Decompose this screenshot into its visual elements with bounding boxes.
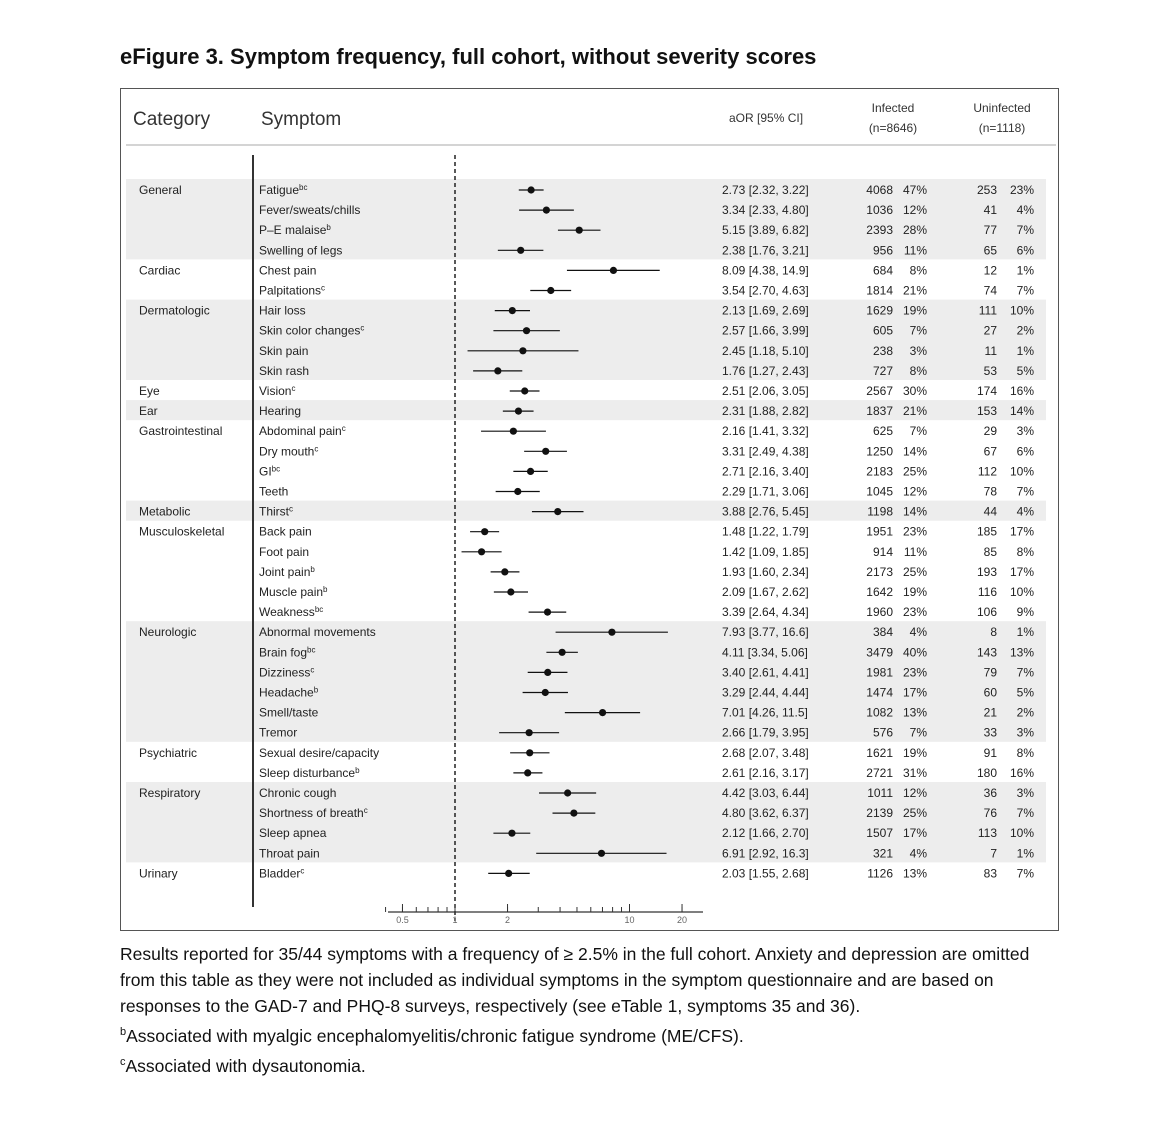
uninfected-count: 143 xyxy=(976,645,997,660)
infected-count: 1082 xyxy=(866,705,893,720)
aor-ci-text: 3.39 [2.64, 4.34] xyxy=(722,605,809,620)
aor-ci-text: 6.91 [2.92, 16.3] xyxy=(722,846,809,861)
infected-count: 2173 xyxy=(866,564,893,579)
aor-ci-text: 3.31 [2.49, 4.38] xyxy=(722,444,809,459)
point-estimate xyxy=(543,207,550,214)
uninfected-percent: 8% xyxy=(1016,544,1034,559)
point-estimate xyxy=(547,287,554,294)
symptom-footnote-mark: b xyxy=(313,685,319,694)
aor-ci-text: 4.11 [3.34, 5.06] xyxy=(722,645,808,660)
aor-ci-text: 4.42 [3.03, 6.44] xyxy=(722,786,809,800)
uninfected-count: 60 xyxy=(983,685,997,700)
uninfected-percent: 9% xyxy=(1016,605,1034,620)
uninfected-percent: 7% xyxy=(1016,866,1034,881)
aor-ci-text: 2.73 [2.32, 3.22] xyxy=(722,183,809,197)
infected-count: 576 xyxy=(872,725,893,740)
infected-percent: 25% xyxy=(902,464,927,479)
symptom-label: Thirst$^c$ xyxy=(259,504,293,519)
uninfected-count: 7 xyxy=(990,846,997,861)
uninfected-count: 21 xyxy=(983,705,997,720)
symptom-label: Abnormal movements xyxy=(259,625,376,640)
infected-count: 1126 xyxy=(867,866,893,881)
infected-count: 1951 xyxy=(866,524,893,539)
header-symptom: Symptom xyxy=(261,109,342,130)
uninfected-count: 74 xyxy=(983,283,997,298)
infected-count: 1474 xyxy=(866,685,893,700)
point-estimate xyxy=(608,629,615,636)
header-uninfected: Uninfected xyxy=(973,101,1031,115)
uninfected-count: 111 xyxy=(978,303,997,318)
uninfected-percent: 1% xyxy=(1016,343,1034,358)
symptom-label: Sexual desire/capacity xyxy=(259,745,380,760)
point-estimate xyxy=(494,367,501,374)
point-estimate xyxy=(576,227,583,234)
symptom-footnote-mark: c xyxy=(289,504,293,514)
infected-percent: 7% xyxy=(909,323,927,338)
infected-percent: 4% xyxy=(909,846,927,861)
uninfected-count: 44 xyxy=(983,504,997,519)
symptom-footnote-mark: c xyxy=(341,423,346,433)
symptom-label: Skin pain xyxy=(259,343,309,358)
infected-count: 321 xyxy=(872,846,893,861)
infected-count: 1621 xyxy=(866,745,893,760)
infected-percent: 14% xyxy=(902,444,927,459)
point-estimate xyxy=(515,408,522,415)
infected-percent: 12% xyxy=(902,484,927,499)
uninfected-percent: 4% xyxy=(1016,203,1034,218)
category-label: Urinary xyxy=(139,866,178,881)
aor-ci-text: 7.01 [4.26, 11.5] xyxy=(722,705,808,720)
infected-count: 1629 xyxy=(866,303,893,318)
point-estimate xyxy=(478,548,485,555)
uninfected-count: 29 xyxy=(983,424,997,439)
category-label: Respiratory xyxy=(139,786,201,800)
uninfected-percent: 2% xyxy=(1016,705,1034,720)
infected-count: 1642 xyxy=(866,585,893,599)
note-c xyxy=(120,1049,1060,1079)
symptom-label: Swelling of legs xyxy=(259,243,343,258)
uninfected-percent: 5% xyxy=(1016,685,1034,700)
infected-percent: 13% xyxy=(902,866,927,881)
symptom-label: Sleep apnea xyxy=(259,826,327,841)
symptom-label: Throat pain xyxy=(259,846,320,861)
infected-percent: 23% xyxy=(902,665,927,680)
symptom-label: Vision$^c$ xyxy=(259,383,296,398)
category-label: Eye xyxy=(139,384,160,398)
header-infected-n: (n=8646) xyxy=(868,121,918,135)
uninfected-count: 83 xyxy=(983,866,997,881)
aor-ci-text: 2.45 [1.18, 5.10] xyxy=(722,343,809,358)
forest-plot-frame xyxy=(120,88,1059,931)
symptom-footnote-mark: bc xyxy=(299,182,308,192)
x-tick-label: 0.5 xyxy=(396,915,409,925)
uninfected-percent: 3% xyxy=(1016,424,1034,439)
uninfected-percent: 13% xyxy=(1009,645,1034,660)
uninfected-count: 174 xyxy=(976,384,997,398)
infected-percent: 31% xyxy=(902,765,927,780)
infected-count: 1036 xyxy=(866,203,893,218)
aor-ci-text: 2.68 [2.07, 3.48] xyxy=(722,745,809,760)
infected-percent: 47% xyxy=(902,183,927,197)
category-label: Metabolic xyxy=(139,504,191,519)
category-label: Dermatologic xyxy=(139,303,210,318)
symptom-footnote-mark: bc xyxy=(307,644,316,654)
infected-percent: 11% xyxy=(903,544,927,559)
symptom-footnote-mark: c xyxy=(310,664,315,674)
aor-ci-text: 2.09 [1.67, 2.62] xyxy=(722,585,809,599)
uninfected-count: 253 xyxy=(976,183,997,197)
point-estimate xyxy=(517,247,524,254)
infected-count: 727 xyxy=(872,363,893,378)
infected-percent: 4% xyxy=(909,625,927,640)
point-estimate xyxy=(527,468,534,475)
symptom-label: Skin rash xyxy=(259,363,310,378)
aor-ci-text: 2.61 [2.16, 3.17] xyxy=(722,765,809,780)
infected-percent: 12% xyxy=(902,203,927,218)
uninfected-percent: 23% xyxy=(1009,183,1034,197)
infected-percent: 17% xyxy=(902,826,927,841)
forest-plot xyxy=(121,89,1058,930)
uninfected-count: 85 xyxy=(983,544,997,559)
symptom-label: Tremor xyxy=(259,725,298,740)
uninfected-percent: 2% xyxy=(1016,323,1034,338)
note-c-mark: c xyxy=(120,1055,126,1068)
uninfected-percent: 10% xyxy=(1009,585,1034,599)
uninfected-percent: 1% xyxy=(1016,846,1034,861)
symptom-footnote-mark: b xyxy=(326,222,331,232)
symptom-label: Abdominal pain$^c$ xyxy=(259,423,346,439)
infected-count: 956 xyxy=(872,243,893,258)
symptom-footnote-mark: c xyxy=(360,323,365,333)
uninfected-percent: 10% xyxy=(1009,826,1034,841)
uninfected-percent: 6% xyxy=(1016,243,1034,258)
x-tick-label: 1 xyxy=(452,915,458,925)
infected-percent: 30% xyxy=(902,384,927,398)
aor-ci-text: 2.13 [1.69, 2.69] xyxy=(722,303,809,318)
aor-ci-text: 2.38 [1.76, 3.21] xyxy=(722,243,809,258)
infected-count: 1250 xyxy=(866,444,893,459)
uninfected-percent: 14% xyxy=(1009,404,1034,419)
symptom-label: Dizziness$^c$ xyxy=(259,664,315,680)
infected-count: 1507 xyxy=(866,826,893,841)
point-estimate xyxy=(554,508,561,515)
aor-ci-text: 2.66 [1.79, 3.95] xyxy=(722,725,809,740)
category-label: Neurologic xyxy=(139,625,197,640)
uninfected-count: 180 xyxy=(976,765,997,780)
figure-title: eFigure 3. Symptom frequency, full cohort, without severity scores xyxy=(120,44,817,69)
symptom-label: Weakness$^{bc}$ xyxy=(259,604,324,620)
aor-ci-text: 3.34 [2.33, 4.80] xyxy=(722,203,809,218)
point-estimate xyxy=(508,830,515,837)
point-estimate xyxy=(598,850,605,857)
infected-percent: 17% xyxy=(902,685,927,700)
infected-count: 384 xyxy=(872,625,893,640)
uninfected-percent: 7% xyxy=(1016,484,1034,499)
symptom-label: Hearing xyxy=(259,404,302,419)
x-tick-label: 10 xyxy=(624,915,635,925)
point-estimate xyxy=(599,709,606,716)
aor-ci-text: 1.76 [1.27, 2.43] xyxy=(722,363,809,378)
symptom-label: Bladder$^c$ xyxy=(259,865,305,881)
uninfected-count: 153 xyxy=(976,404,997,419)
point-estimate xyxy=(559,649,566,656)
uninfected-count: 76 xyxy=(983,806,997,821)
point-estimate xyxy=(507,588,514,595)
category-label: Psychiatric xyxy=(139,745,198,760)
aor-ci-text: 3.40 [2.61, 4.41] xyxy=(722,665,809,680)
infected-percent: 7% xyxy=(909,725,927,740)
point-estimate xyxy=(514,488,521,495)
x-tick-label: 2 xyxy=(505,915,511,925)
point-estimate xyxy=(542,689,549,696)
uninfected-count: 27 xyxy=(983,323,997,338)
header-category: Category xyxy=(133,109,211,130)
symptom-label: Smell/taste xyxy=(259,705,319,720)
infected-percent: 11% xyxy=(903,243,927,258)
aor-ci-text: 2.31 [1.88, 2.82] xyxy=(722,404,809,419)
point-estimate xyxy=(481,528,488,535)
infected-percent: 7% xyxy=(909,424,927,439)
uninfected-percent: 6% xyxy=(1016,444,1034,459)
point-estimate xyxy=(510,428,517,435)
aor-ci-text: 4.80 [3.62, 6.37] xyxy=(722,806,809,821)
infected-percent: 21% xyxy=(902,404,927,419)
header-infected: Infected xyxy=(871,101,915,115)
uninfected-count: 33 xyxy=(983,725,997,740)
symptom-label: Shortness of breath$^c$ xyxy=(259,805,368,821)
point-estimate xyxy=(509,307,516,314)
infected-count: 1981 xyxy=(866,665,893,680)
infected-percent: 21% xyxy=(902,283,927,298)
uninfected-count: 113 xyxy=(977,826,997,841)
aor-ci-text: 2.12 [1.66, 2.70] xyxy=(722,826,809,841)
symptom-footnote-mark: c xyxy=(363,805,368,815)
infected-percent: 40% xyxy=(902,645,927,660)
symptom-label: Brain fog$^{bc}$ xyxy=(259,644,316,660)
symptom-footnote-mark: c xyxy=(321,283,326,292)
infected-count: 2183 xyxy=(866,464,893,479)
infected-percent: 28% xyxy=(902,223,927,238)
uninfected-percent: 7% xyxy=(1016,283,1034,298)
aor-ci-text: 1.93 [1.60, 2.34] xyxy=(722,564,809,579)
symptom-footnote-mark: c xyxy=(291,383,296,393)
infected-count: 625 xyxy=(872,424,893,439)
point-estimate xyxy=(523,327,530,334)
aor-ci-text: 1.42 [1.09, 1.85] xyxy=(722,544,809,559)
category-label: Gastrointestinal xyxy=(139,424,223,439)
uninfected-percent: 3% xyxy=(1016,725,1034,740)
symptom-footnote-mark: b xyxy=(323,584,328,594)
infected-count: 605 xyxy=(872,323,893,338)
category-label: Ear xyxy=(139,404,158,419)
uninfected-count: 53 xyxy=(983,363,997,378)
point-estimate xyxy=(542,448,549,455)
uninfected-count: 79 xyxy=(983,665,997,680)
infected-count: 2139 xyxy=(866,806,893,821)
infected-percent: 19% xyxy=(902,585,927,599)
infected-percent: 23% xyxy=(902,605,927,620)
uninfected-percent: 3% xyxy=(1016,786,1034,800)
uninfected-percent: 8% xyxy=(1016,745,1034,760)
note-b-mark: b xyxy=(120,1026,127,1038)
infected-count: 1814 xyxy=(866,283,893,298)
symptom-label: Chronic cough xyxy=(259,786,337,800)
uninfected-percent: 10% xyxy=(1009,303,1034,318)
uninfected-count: 65 xyxy=(983,243,997,258)
uninfected-percent: 17% xyxy=(1009,524,1034,539)
infected-percent: 8% xyxy=(909,363,927,378)
infected-percent: 23% xyxy=(902,524,927,539)
point-estimate xyxy=(564,789,571,796)
uninfected-count: 112 xyxy=(977,464,997,479)
uninfected-percent: 7% xyxy=(1016,806,1034,821)
uninfected-count: 78 xyxy=(983,484,997,499)
infected-count: 2393 xyxy=(866,223,893,238)
symptom-label: Palpitations$^c$ xyxy=(259,283,326,298)
symptom-label: Joint pain$^b$ xyxy=(259,564,315,579)
infected-count: 1045 xyxy=(866,484,893,499)
infected-percent: 13% xyxy=(902,705,927,720)
uninfected-count: 185 xyxy=(976,524,997,539)
point-estimate xyxy=(544,609,551,616)
infected-count: 914 xyxy=(872,544,893,559)
infected-percent: 14% xyxy=(902,504,927,519)
infected-count: 2567 xyxy=(866,384,893,398)
infected-percent: 19% xyxy=(902,303,927,318)
uninfected-count: 41 xyxy=(983,203,997,218)
aor-ci-text: 2.03 [1.55, 2.68] xyxy=(722,866,809,881)
note-b xyxy=(120,1019,1060,1049)
header-aor: aOR [95% CI] xyxy=(729,111,804,125)
point-estimate xyxy=(519,347,526,354)
group-stripe xyxy=(126,621,1046,742)
x-tick-label: 20 xyxy=(677,915,688,925)
aor-ci-text: 3.29 [2.44, 4.44] xyxy=(722,685,809,700)
header-uninfected-n: (n=1118) xyxy=(978,121,1026,135)
uninfected-percent: 17% xyxy=(1009,564,1034,579)
symptom-footnote-mark: bc xyxy=(271,463,281,473)
aor-ci-text: 2.29 [1.71, 3.06] xyxy=(722,484,809,499)
note-c-text: Associated with dysautonomia. xyxy=(125,1055,366,1076)
aor-ci-text: 2.57 [1.66, 3.99] xyxy=(722,323,809,338)
infected-percent: 25% xyxy=(902,564,927,579)
point-estimate xyxy=(501,568,508,575)
note-b-text: Associated with myalgic encephalomyelitis/chronic fatigue syndrome (ME/CFS). xyxy=(126,1025,744,1046)
symptom-label: Dry mouth$^c$ xyxy=(259,443,319,459)
aor-ci-text: 2.51 [2.06, 3.05] xyxy=(722,384,809,398)
uninfected-count: 106 xyxy=(976,605,997,620)
uninfected-count: 36 xyxy=(983,786,997,800)
point-estimate xyxy=(505,870,512,877)
infected-count: 1837 xyxy=(866,404,893,419)
infected-count: 1960 xyxy=(866,605,893,620)
point-estimate xyxy=(521,387,528,394)
point-estimate xyxy=(526,749,533,756)
uninfected-count: 116 xyxy=(977,585,997,599)
category-label: Cardiac xyxy=(139,263,181,278)
infected-count: 2721 xyxy=(866,765,893,780)
uninfected-percent: 5% xyxy=(1016,363,1034,378)
figure-notes xyxy=(120,941,1060,1079)
aor-ci-text: 7.93 [3.77, 16.6] xyxy=(722,625,809,640)
infected-percent: 8% xyxy=(909,263,927,278)
symptom-label: Foot pain xyxy=(259,544,310,559)
uninfected-count: 8 xyxy=(990,625,997,640)
uninfected-percent: 4% xyxy=(1016,504,1034,519)
infected-percent: 19% xyxy=(902,745,927,760)
uninfected-count: 193 xyxy=(976,564,997,579)
point-estimate xyxy=(528,186,535,193)
symptom-label: Fever/sweats/chills xyxy=(259,203,361,218)
infected-percent: 12% xyxy=(902,786,927,800)
point-estimate xyxy=(526,729,533,736)
infected-count: 238 xyxy=(872,343,893,358)
infected-count: 684 xyxy=(872,263,893,278)
aor-ci-text: 1.48 [1.22, 1.79] xyxy=(722,524,809,539)
uninfected-count: 67 xyxy=(983,444,997,459)
note-main: Results reported for 35/44 symptoms with a frequency of ≥ 2.5% in the full cohort. Anxiety and depression are omitted from this table as they were not included as individual symptoms in the symptom questionnaire and are based on responses to the GAD-7 and PHQ-8 surveys, respectively (see eTable 1, symptoms 35 and 36). xyxy=(120,944,1030,1016)
infected-percent: 3% xyxy=(909,343,927,358)
point-estimate xyxy=(570,810,577,817)
aor-ci-text: 8.09 [4.38, 14.9] xyxy=(722,263,809,278)
point-estimate xyxy=(544,669,551,676)
infected-count: 1011 xyxy=(867,786,893,800)
symptom-label: Muscle pain$^b$ xyxy=(259,584,328,599)
symptom-footnote-mark: bc xyxy=(314,604,324,614)
uninfected-percent: 7% xyxy=(1016,223,1034,238)
uninfected-percent: 7% xyxy=(1016,665,1034,680)
symptom-label: Chest pain xyxy=(259,263,317,278)
point-estimate xyxy=(524,769,531,776)
uninfected-percent: 1% xyxy=(1016,263,1034,278)
uninfected-count: 11 xyxy=(984,343,997,358)
infected-count: 1198 xyxy=(867,504,893,519)
symptom-footnote-mark: b xyxy=(310,564,315,574)
point-estimate xyxy=(610,267,617,274)
symptom-label: Fatigue$^{bc}$ xyxy=(259,182,308,197)
symptom-footnote-mark: c xyxy=(300,865,305,875)
category-label: General xyxy=(139,183,182,197)
infected-percent: 25% xyxy=(902,806,927,821)
symptom-footnote-mark: b xyxy=(355,765,360,775)
uninfected-count: 12 xyxy=(983,263,997,278)
symptom-footnote-mark: c xyxy=(314,443,319,453)
symptom-label: Hair loss xyxy=(259,303,306,318)
infected-count: 3479 xyxy=(866,645,893,660)
uninfected-percent: 16% xyxy=(1009,765,1034,780)
symptom-label: Skin color changes$^c$ xyxy=(259,323,365,338)
symptom-label: Teeth xyxy=(259,484,289,499)
category-label: Musculoskeletal xyxy=(139,524,225,539)
aor-ci-text: 5.15 [3.89, 6.82] xyxy=(722,223,809,238)
aor-ci-text: 2.16 [1.41, 3.32] xyxy=(722,424,809,439)
symptom-label: P–E malaise$^b$ xyxy=(259,222,331,238)
symptom-label: $GI^{bc}$ xyxy=(259,463,281,479)
infected-count: 4068 xyxy=(866,183,893,197)
uninfected-count: 91 xyxy=(983,745,997,760)
symptom-label: Back pain xyxy=(259,524,312,539)
aor-ci-text: 3.88 [2.76, 5.45] xyxy=(722,504,809,519)
uninfected-percent: 10% xyxy=(1009,464,1034,479)
symptom-label: Headache$^b$ xyxy=(259,685,319,700)
aor-ci-text: 2.71 [2.16, 3.40] xyxy=(722,464,809,479)
uninfected-percent: 1% xyxy=(1016,625,1034,640)
aor-ci-text: 3.54 [2.70, 4.63] xyxy=(722,283,809,298)
symptom-label: Sleep disturbance$^b$ xyxy=(259,765,360,780)
uninfected-count: 77 xyxy=(983,223,997,238)
uninfected-percent: 16% xyxy=(1009,384,1034,398)
